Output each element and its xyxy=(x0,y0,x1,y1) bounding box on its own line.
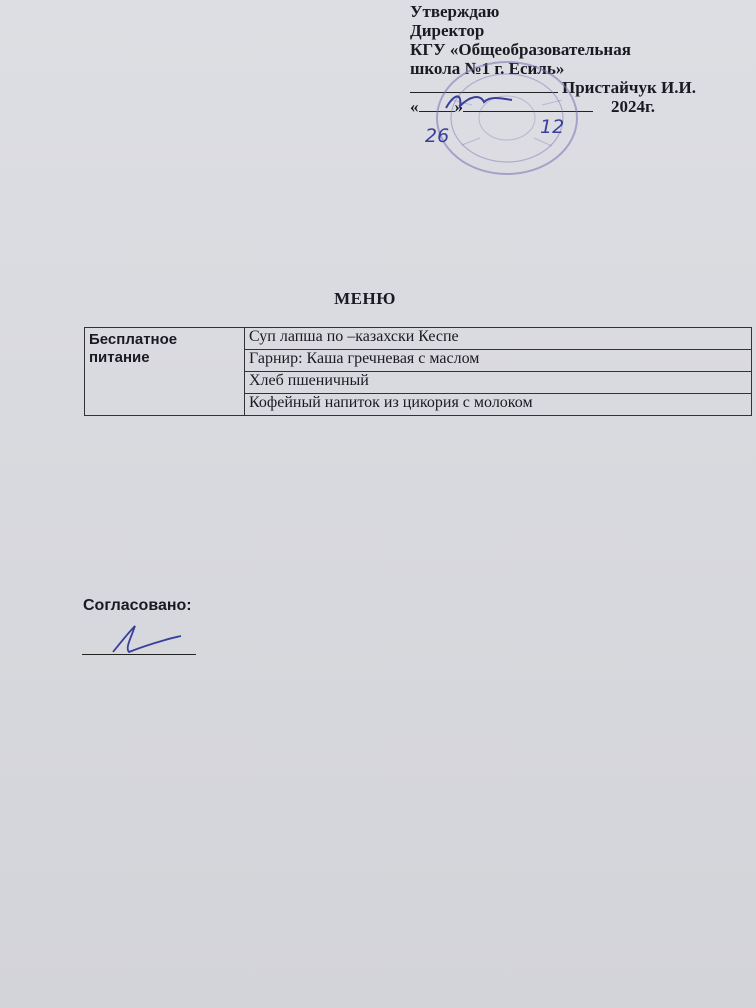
date-month-blank xyxy=(463,111,593,112)
organization-name-line1: КГУ «Общеобразовательная xyxy=(410,40,631,59)
menu-table xyxy=(84,327,752,416)
signature-blank xyxy=(410,92,558,93)
menu-item: Гарнир: Каша гречневая с маслом xyxy=(245,350,752,372)
handwritten-month: 12 xyxy=(540,116,565,138)
table-row xyxy=(85,328,752,350)
agreed-signature-blank xyxy=(82,654,196,655)
organization-name-line2: школа №1 г. Есиль» xyxy=(410,59,565,78)
approval-date: « » 2024г. xyxy=(410,97,656,116)
menu-item: Суп лапша по –казахски Кеспе xyxy=(245,328,752,350)
director-position: Директор xyxy=(410,21,485,40)
approval-title: Утверждаю xyxy=(410,2,500,21)
page-title: МЕНЮ xyxy=(334,289,396,308)
agreed-label: Согласовано: xyxy=(83,597,192,614)
menu-item: Хлеб пшеничный xyxy=(245,372,752,394)
agreed-handwritten-signature xyxy=(105,618,185,658)
director-name: Пристайчук И.И. xyxy=(562,78,696,97)
director-signature-line xyxy=(410,78,696,97)
menu-category: Бесплатное питание xyxy=(85,328,245,416)
date-year: 2024г. xyxy=(611,97,656,116)
approval-block xyxy=(410,2,696,116)
handwritten-day: 26 xyxy=(425,125,450,147)
date-day-blank xyxy=(419,111,455,112)
menu-item: Кофейный напиток из цикория с молоком xyxy=(245,394,752,416)
